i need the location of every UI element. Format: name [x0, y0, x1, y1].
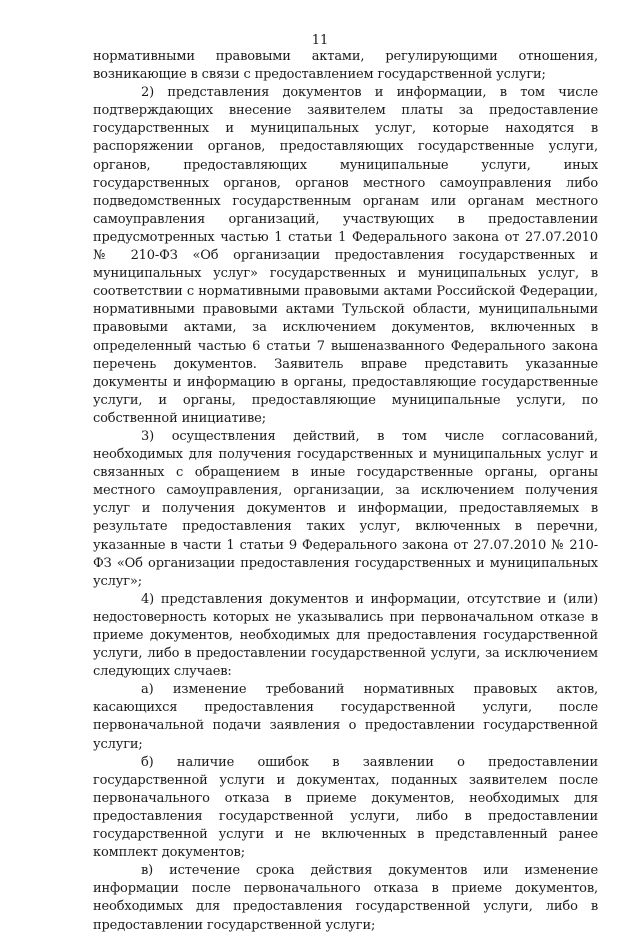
- page-number: 11: [311, 33, 329, 48]
- paragraph-item-2: 2) представления документов и информации, в том числе подтверждающих внесение заявителем платы за предоставление государственных и муниципальных услуг, которые находятся в распоряжении органов, предоставляющих государственные услуги, органов, предоставляющих муниципальные услуги, иных государственных органов, органов местного самоуправления либо подведомственных государственным органам или органам местного самоуправления организаций, участвующих в предоставлении предусмотренных частью 1 статьи 1 Федерального закона от 27.07.2010 № 210-ФЗ «Об организации предоставления государственных и муниципальных услуг» государственных и муниципальных услуг, в соответствии с нормативными правовыми актами Российской Федерации, нормативными правовыми актами Тульской области, муниципальными правовыми актами, за исключением документов, включенных в определенный частью 6 статьи 7 вышеназванного Федерального закона перечень документов. Заявитель вправе представить указанные документы и информацию в органы, предоставляющие государственные услуги, и органы, предоставляющие муниципальные услуги, по собственной инициативе;: [93, 85, 598, 426]
- document-body: [93, 48, 598, 935]
- paragraph-subitem-b: б) наличие ошибок в заявлении о предоставлении государственной услуги и документах, поданных заявителем после первоначального отказа в приеме документов, необходимых для предоставления государственной услуги, либо в предоставлении государственной услуги и не включенных в представленный ранее комплект документов;: [93, 754, 598, 861]
- paragraph-continuation: нормативными правовыми актами, регулирующими отношения, возникающие в связи с предоставлением государственной услуги;: [93, 49, 598, 83]
- paragraph-item-4: 4) представления документов и информации, отсутствие и (или) недостоверность которых не указывались при первоначальном отказе в приеме документов, необходимых для предоставления государственной услуги, либо в предоставлении государственной услуги, за исключением следующих случаев:: [93, 591, 598, 680]
- paragraph-subitem-v: в) истечение срока действия документов или изменение информации после первоначального отказа в приеме документов, необходимых для предоставления государственной услуги, либо в предоставлении государственной услуги;: [93, 863, 598, 933]
- paragraph-item-3: 3) осуществления действий, в том числе согласований, необходимых для получения государственных и муниципальных услуг и связанных с обращением в иные государственные органы, органы местного самоуправления, организации, за исключением получения услуг и получения документов и информации, предоставляемых в результате предоставления таких услуг, включенных в перечни, указанные в части 1 статьи 9 Федерального закона от 27.07.2010 № 210-ФЗ «Об организации предоставления государственных и муниципальных услуг»;: [93, 428, 598, 589]
- paragraph-subitem-a: а) изменение требований нормативных правовых актов, касающихся предоставления государственной услуги, после первоначальной подачи заявления о предоставлении государственной услуги;: [93, 682, 598, 752]
